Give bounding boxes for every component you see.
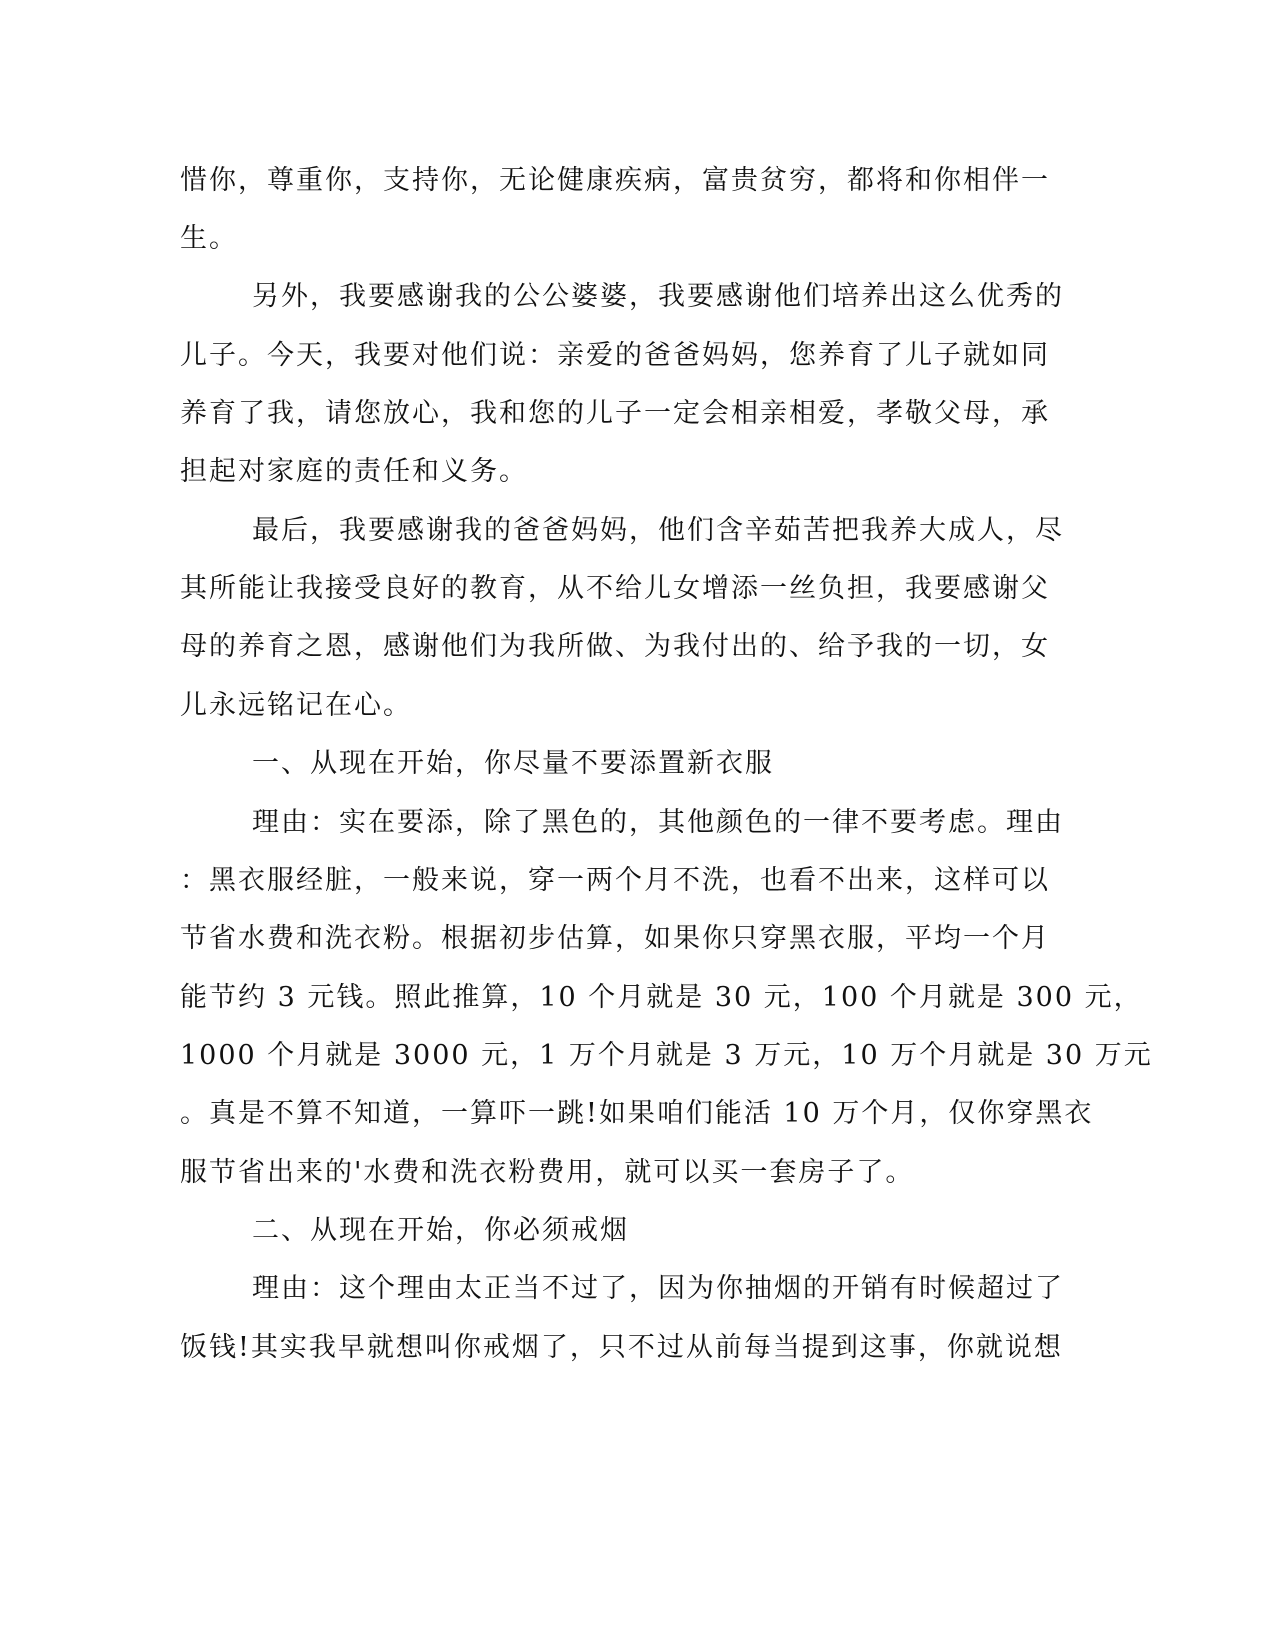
paragraph-start: 理由：这个理由太正当不过了，因为你抽烟的开销有时候超过了 [252, 1273, 1064, 1304]
section-heading: 一、从现在开始，你尽量不要添置新衣服 [252, 748, 774, 779]
text-line: 服节省出来的'水费和洗衣粉费用，就可以买一套房子了。 [180, 1157, 915, 1188]
text-line: 生。 [180, 223, 238, 254]
text-line: 1000 个月就是 3000 元，1 万个月就是 3 万元，10 万个月就是 30 万元 [180, 1040, 1153, 1071]
section-heading: 二、从现在开始，你必须戒烟 [252, 1215, 629, 1246]
text-line: 能节约 3 元钱。照此推算，10 个月就是 30 元，100 个月就是 300 元， [180, 982, 1143, 1013]
text-line: 其所能让我接受良好的教育，从不给儿女增添一丝负担，我要感谢父 [180, 573, 1050, 604]
text-line: 。真是不算不知道，一算吓一跳!如果咱们能活 10 万个月，仅你穿黑衣 [180, 1098, 1094, 1129]
text-line: 儿子。今天，我要对他们说：亲爱的爸爸妈妈，您养育了儿子就如同 [180, 340, 1050, 371]
text-line: ：黑衣服经脏，一般来说，穿一两个月不洗，也看不出来，这样可以 [180, 865, 1050, 896]
paragraph-start: 理由：实在要添，除了黑色的，其他颜色的一律不要考虑。理由 [252, 807, 1064, 838]
text-line: 养育了我，请您放心，我和您的儿子一定会相亲相爱，孝敬父母，承 [180, 398, 1050, 429]
text-line: 母的养育之恩，感谢他们为我所做、为我付出的、给予我的一切，女 [180, 631, 1050, 662]
text-line: 饭钱!其实我早就想叫你戒烟了，只不过从前每当提到这事，你就说想 [180, 1332, 1063, 1363]
text-line: 儿永远铭记在心。 [180, 690, 412, 721]
paragraph-start: 最后，我要感谢我的爸爸妈妈，他们含辛茹苦把我养大成人，尽 [252, 515, 1064, 546]
text-line: 惜你，尊重你，支持你，无论健康疾病，富贵贫穷，都将和你相伴一 [180, 165, 1050, 196]
paragraph-start: 另外，我要感谢我的公公婆婆，我要感谢他们培养出这么优秀的 [252, 281, 1064, 312]
text-line: 担起对家庭的责任和义务。 [180, 456, 528, 487]
text-line: 节省水费和洗衣粉。根据初步估算，如果你只穿黑衣服，平均一个月 [180, 923, 1050, 954]
